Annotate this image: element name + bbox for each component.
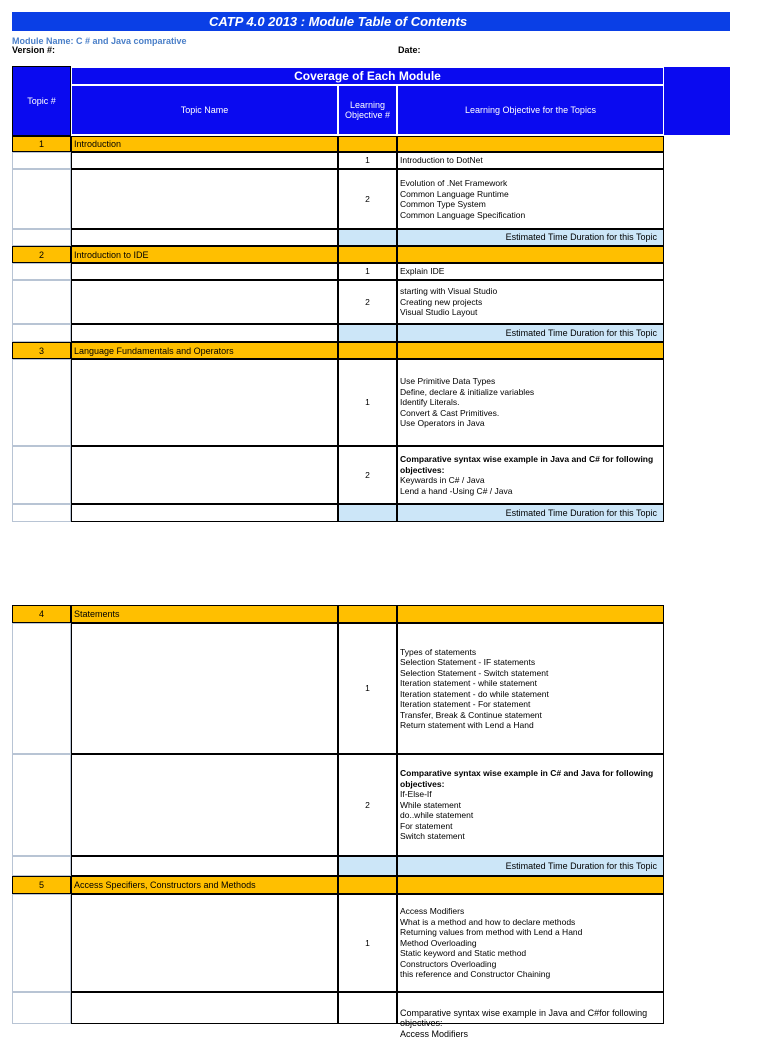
blank-cell xyxy=(12,324,71,342)
blank-cell xyxy=(71,324,338,342)
topic-row-num: 4 xyxy=(12,605,71,623)
estimated-time-label: Estimated Time Duration for this Topic xyxy=(397,229,664,246)
blank-cell xyxy=(71,229,338,246)
objective-num: 2 xyxy=(338,446,397,504)
page-title-text: CATP 4.0 2013 : Module Table of Contents xyxy=(208,14,468,29)
estimated-blue-cell xyxy=(338,504,397,522)
header-learning-obj: Learning Objective for the Topics xyxy=(397,85,664,135)
topic-row-name: Access Specifiers, Constructors and Methods xyxy=(71,876,338,894)
blank-cell xyxy=(71,280,338,324)
header-coverage: Coverage of Each Module xyxy=(71,67,664,85)
topic-row-num: 1 xyxy=(12,136,71,152)
estimated-time-label: Estimated Time Duration for this Topic xyxy=(397,504,664,522)
topic-row-name: Introduction to IDE xyxy=(71,246,338,263)
blank-cell xyxy=(12,152,71,169)
blank-cell xyxy=(71,359,338,446)
estimated-time-label: Estimated Time Duration for this Topic xyxy=(397,324,664,342)
topic-row-name: Introduction xyxy=(71,136,338,152)
blank-cell xyxy=(12,359,71,446)
title-bar-extension xyxy=(664,12,730,31)
blank-cell xyxy=(12,856,71,876)
blank-cell xyxy=(71,623,338,754)
topic-row-obj-num xyxy=(338,246,397,263)
blank-cell xyxy=(12,280,71,324)
objective-bold-intro: Comparative syntax wise example in C# and Java for following objectives: xyxy=(400,768,654,789)
blank-cell xyxy=(71,504,338,522)
topic-row-obj-num xyxy=(338,136,397,152)
topic-row-obj-num xyxy=(338,876,397,894)
blank-cell xyxy=(12,169,71,229)
blank-cell xyxy=(12,229,71,246)
blank-cell xyxy=(71,446,338,504)
topic-row-num: 3 xyxy=(12,342,71,359)
topic-row-obj xyxy=(397,246,664,263)
objective-text: Explain IDE xyxy=(397,263,664,280)
header-learning-obj-num: Learning Objective # xyxy=(338,85,397,135)
topic-row-obj-num xyxy=(338,342,397,359)
objective-num: 2 xyxy=(338,169,397,229)
topic-row-obj-num xyxy=(338,605,397,623)
topic-row-obj xyxy=(397,876,664,894)
objective-text: Use Primitive Data Types Define, declare & initialize variables Identify Literals. Convert & Cast Primitives. Use Operators in Java xyxy=(397,359,664,446)
objective-text: Introduction to DotNet xyxy=(397,152,664,169)
objective-num: 1 xyxy=(338,894,397,992)
blank-cell xyxy=(12,894,71,992)
estimated-time-label: Estimated Time Duration for this Topic xyxy=(397,856,664,876)
objective-num: 1 xyxy=(338,359,397,446)
blank-cell xyxy=(12,992,71,1024)
objective-num: 1 xyxy=(338,263,397,280)
blank-cell xyxy=(71,754,338,856)
page-title xyxy=(12,12,664,31)
estimated-blue-cell xyxy=(338,324,397,342)
blank-cell xyxy=(12,754,71,856)
estimated-blue-cell xyxy=(338,856,397,876)
objective-text: Access Modifiers What is a method and how to declare methods Returning values from method with Lend a Hand Method Overloading Static keyword and Static method Constructors Overloading this reference and Constructor Chaining xyxy=(397,894,664,992)
blank-cell xyxy=(71,169,338,229)
topic-row-name: Statements xyxy=(71,605,338,623)
blank-cell xyxy=(71,992,338,1024)
header-topic-name: Topic Name xyxy=(71,85,338,135)
objective-text: Types of statements Selection Statement - IF statements Selection Statement - Switch statement Iteration statement - while statement Iteration statement - do while statement Iteration statement - For statement Transfer, Break & Continue statement Return statement with Lend a Hand xyxy=(397,623,664,754)
objective-bold-intro: Comparative syntax wise example in Java and C# for following objectives: xyxy=(400,454,654,475)
blank-cell xyxy=(12,263,71,280)
topic-row-num: 5 xyxy=(12,876,71,894)
objective-num: 2 xyxy=(338,280,397,324)
objective-text: starting with Visual Studio Creating new projects Visual Studio Layout xyxy=(397,280,664,324)
objective-num: 1 xyxy=(338,623,397,754)
objective-text: Evolution of .Net Framework Common Language Runtime Common Type System Common Language Specification xyxy=(397,169,664,229)
blank-cell xyxy=(12,623,71,754)
objective-text: Comparative syntax wise example in Java and C# for following objectives: Keywards in C# / Java Lend a hand -Using C# / Java xyxy=(397,446,664,504)
topic-row-name: Language Fundamentals and Operators xyxy=(71,342,338,359)
objective-num xyxy=(338,992,397,1024)
topic-row-obj xyxy=(397,136,664,152)
module-name: Module Name: C # and Java comparative xyxy=(12,36,187,46)
objective-num: 1 xyxy=(338,152,397,169)
blank-cell xyxy=(71,263,338,280)
objective-text: Comparative syntax wise example in Java and C#for following objectives: Access Modifiers xyxy=(397,992,664,1024)
objective-num: 2 xyxy=(338,754,397,856)
topic-row-obj xyxy=(397,605,664,623)
blank-cell xyxy=(12,504,71,522)
blank-cell xyxy=(71,152,338,169)
topic-row-num: 2 xyxy=(12,246,71,263)
topic-row-obj xyxy=(397,342,664,359)
header-coverage-extension xyxy=(664,67,730,135)
version-label: Version #: xyxy=(12,45,56,55)
objective-text: Comparative syntax wise example in C# and Java for following objectives: If-Else-If While statement do..while statement For statement Switch statement xyxy=(397,754,664,856)
header-topic-num: Topic # xyxy=(13,67,70,135)
blank-cell xyxy=(71,894,338,992)
date-label: Date: xyxy=(398,45,421,55)
estimated-blue-cell xyxy=(338,229,397,246)
blank-cell xyxy=(71,856,338,876)
blank-cell xyxy=(12,446,71,504)
